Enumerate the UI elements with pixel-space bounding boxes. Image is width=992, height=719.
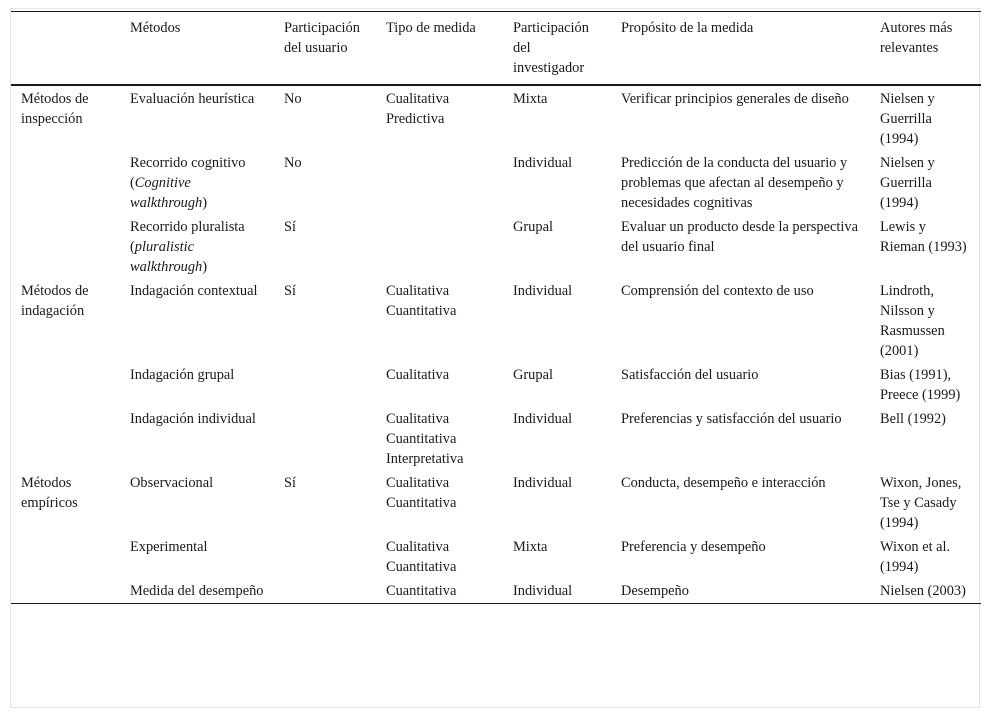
authors-cell: Lewis y Rieman (1993) — [880, 219, 967, 255]
table-row — [11, 535, 981, 579]
researcher-cell: Mixta — [513, 539, 548, 555]
user-cell: Sí — [284, 219, 297, 235]
measure-cell: Cualitativa Cuantitativa — [386, 475, 457, 511]
user-cell: No — [284, 155, 302, 171]
group-cell: Métodos de inspección — [21, 91, 89, 127]
researcher-cell: Individual — [513, 583, 573, 599]
researcher-cell: Individual — [513, 155, 573, 171]
table-row — [11, 363, 981, 407]
researcher-cell: Individual — [513, 411, 573, 427]
table-row — [11, 471, 981, 535]
method-cell: Recorrido pluralista (pluralistic walkthrough) — [130, 219, 245, 275]
usability-methods-table — [11, 11, 981, 604]
measure-cell: Cualitativa Cuantitativa — [386, 283, 457, 319]
method-english-name: pluralistic walkthrough — [130, 239, 203, 275]
user-cell — [274, 579, 376, 604]
user-cell — [274, 407, 376, 471]
table-row — [11, 407, 981, 471]
method-cell: Experimental — [130, 539, 208, 555]
user-cell: Sí — [284, 283, 297, 299]
authors-cell: Nielsen y Guerrilla (1994) — [880, 91, 935, 147]
group-cell: Métodos de indagación — [21, 283, 89, 319]
header-purpose: Propósito de la medida — [621, 20, 754, 36]
method-english-name: Cognitive walkthrough — [130, 175, 203, 211]
measure-cell: Cualitativa — [386, 367, 450, 383]
authors-cell: Nielsen y Guerrilla (1994) — [880, 155, 935, 211]
method-cell: Medida del desempeño — [130, 583, 264, 599]
group-cell: Métodos empíricos — [21, 475, 78, 511]
user-cell: No — [284, 91, 302, 107]
table-row — [11, 215, 981, 279]
header-authors: Autores más relevantes — [880, 20, 953, 56]
method-cell: Indagación individual — [130, 411, 256, 427]
user-cell — [274, 535, 376, 579]
group-cell — [11, 215, 120, 279]
measure-cell: Cualitativa Cuantitativa Interpretativa — [386, 411, 464, 467]
purpose-cell: Satisfacción del usuario — [621, 367, 759, 383]
researcher-cell: Individual — [513, 475, 573, 491]
group-cell — [11, 151, 120, 215]
group-cell — [11, 579, 120, 604]
researcher-cell: Grupal — [513, 367, 553, 383]
purpose-cell: Evaluar un producto desde la perspectiva del usuario final — [621, 219, 858, 255]
header-researcher-participation: Participación del investigador — [513, 20, 589, 76]
authors-cell: Lindroth, Nilsson y Rasmussen (2001) — [880, 283, 945, 359]
method-name: Recorrido pluralista — [130, 219, 245, 235]
measure-cell: Cuantitativa — [386, 583, 457, 599]
header-group — [11, 12, 120, 86]
header-row — [11, 12, 981, 86]
purpose-cell: Comprensión del contexto de uso — [621, 283, 814, 299]
purpose-cell: Verificar principios generales de diseño — [621, 91, 849, 107]
measure-cell — [376, 151, 503, 215]
method-cell: Indagación grupal — [130, 367, 235, 383]
authors-cell: Wixon, Jones, Tse y Casady (1994) — [880, 475, 962, 531]
user-cell — [274, 363, 376, 407]
group-cell — [11, 407, 120, 471]
group-cell — [11, 535, 120, 579]
purpose-cell: Preferencia y desempeño — [621, 539, 766, 555]
researcher-cell: Grupal — [513, 219, 553, 235]
measure-cell — [376, 215, 503, 279]
header-user-participation: Participación del usuario — [284, 20, 360, 56]
measure-cell: Cualitativa Predictiva — [386, 91, 450, 127]
method-cell: Recorrido cognitivo (Cognitive walkthrough) — [130, 155, 246, 211]
authors-cell: Nielsen (2003) — [880, 583, 966, 599]
method-cell: Indagación contextual — [130, 283, 258, 299]
header-methods: Métodos — [130, 20, 181, 36]
method-name: Recorrido cognitivo — [130, 155, 246, 171]
authors-cell: Bell (1992) — [880, 411, 946, 427]
researcher-cell: Mixta — [513, 91, 548, 107]
purpose-cell: Conducta, desempeño e interacción — [621, 475, 826, 491]
table-row — [11, 151, 981, 215]
group-cell — [11, 363, 120, 407]
purpose-cell: Desempeño — [621, 583, 689, 599]
purpose-cell: Predicción de la conducta del usuario y problemas que afectan al desempeño y necesidades cognitivas — [621, 155, 848, 211]
method-cell: Evaluación heurística — [130, 91, 255, 107]
table-row — [11, 579, 981, 604]
method-cell: Observacional — [130, 475, 214, 491]
authors-cell: Bias (1991), Preece (1999) — [880, 367, 961, 403]
authors-cell: Wixon et al. (1994) — [880, 539, 951, 575]
purpose-cell: Preferencias y satisfacción del usuario — [621, 411, 842, 427]
user-cell: Sí — [284, 475, 297, 491]
header-measure-type: Tipo de medida — [386, 20, 476, 36]
researcher-cell: Individual — [513, 283, 573, 299]
measure-cell: Cualitativa Cuantitativa — [386, 539, 457, 575]
table-row — [11, 85, 981, 151]
table-row — [11, 279, 981, 363]
